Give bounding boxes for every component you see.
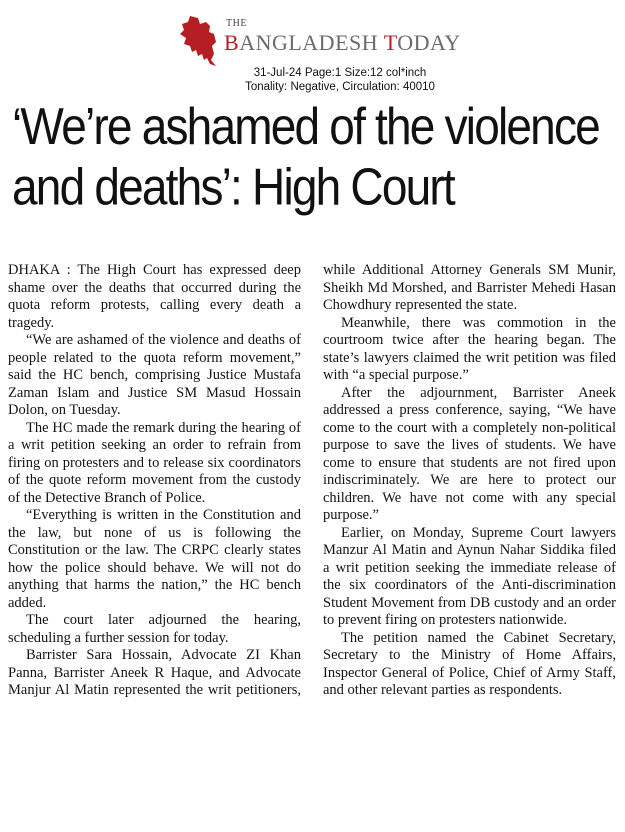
bangladesh-map-logo <box>176 14 222 68</box>
masthead <box>0 6 625 66</box>
headline-line-2: and deaths’: High Court <box>12 157 454 216</box>
article-paragraph: The court later adjourned the hearing, scheduling a further session for today. <box>8 612 301 646</box>
meta-date-page-size: 31-Jul-24 Page:1 Size:12 col*inch <box>253 67 427 79</box>
article-paragraph: Barrister Sara Hossain, Advocate ZI Khan Panna, Barrister Aneek R Haque, and Advocate Manjur Al Matin represented the writ petitioners, while Additional Attorney Generals SM Munir, Sheikh Md Morshed, and Barrister Mehedi Hasan Chowdhury represented the state. <box>8 262 616 698</box>
article-paragraph: After the adjournment, Barrister Aneek addressed a press conference, saying, “We have come to the court with a completely non-political purpose to save the lives of students. We have come to ensure that students are not fired upon indiscriminately. We are here to protect our children. We have not come with any special purpose.” <box>323 384 616 523</box>
headline <box>12 96 617 217</box>
brand-name: BANGLADESH TODAY <box>224 30 461 55</box>
article-paragraph: Earlier, on Monday, Supreme Court lawyers Manzur Al Matin and Aynun Nahar Siddika filed a writ petition seeking the immediate release of the six coordinators of the Anti-discrimination Student Movement from DB custody and an order to prevent firing on protesters nationwide. <box>323 524 616 628</box>
article-paragraph: The HC made the remark during the hearing of a writ petition seeking an order to refrain from firing on protesters and to release six coordinators of the quote reform movement from the custody of the Detective Branch of Police. <box>8 419 301 506</box>
article-body <box>8 262 616 828</box>
brand-the: THE <box>226 18 247 29</box>
article-paragraph: Meanwhile, there was commotion in the courtroom twice after the hearing began. The state’s lawyers claimed the writ petition was filed with “a special purpose.” <box>323 314 616 383</box>
newspaper-brand <box>224 16 464 56</box>
article-paragraph: DHAKA : The High Court has expressed deep shame over the deaths that occurred during the quota reform protests, calling every death a tragedy. <box>8 262 301 331</box>
meta-tonality-circulation: Tonality: Negative, Circulation: 40010 <box>245 81 435 93</box>
article-paragraph: “We are ashamed of the violence and deaths of people related to the quota reform movement,” said the HC bench, comprising Justice Mustafa Zaman Islam and Justice SM Masud Hossain Dolon, on Tuesday. <box>8 332 301 418</box>
article-paragraph: The petition named the Cabinet Secretary, Secretary to the Ministry of Home Affairs, Inspector General of Police, Chief of Army Staff, and other relevant parties as respondents. <box>323 629 616 698</box>
clipping-meta <box>0 66 625 94</box>
headline-line-1: ‘We’re ashamed of the violence <box>12 97 599 156</box>
article-paragraph: “Everything is written in the Constitution and the law, but none of us is following the Constitution or the law. The CRPC clearly states how the police should behave. We will not do anything that harms the nation,” the HC bench added. <box>8 507 301 611</box>
